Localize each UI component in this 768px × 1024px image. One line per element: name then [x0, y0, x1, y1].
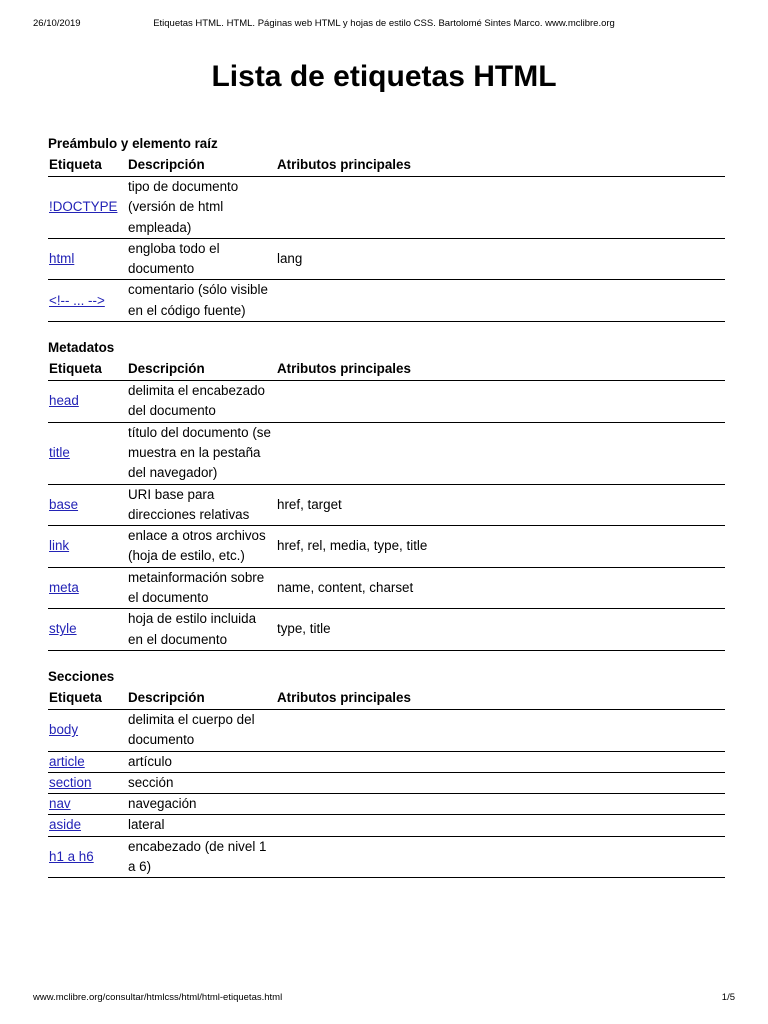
- description-cell: delimita el cuerpo del documento: [127, 709, 276, 751]
- table-row: [48, 177, 725, 239]
- description-cell: enlace a otros archivos (hoja de estilo, etc.): [127, 526, 276, 568]
- tag-cell: [48, 422, 127, 484]
- column-header-tag: Etiqueta: [48, 687, 127, 710]
- description-cell: título del documento (se muestra en la pestaña del navegador): [127, 422, 276, 484]
- table-row: [48, 526, 725, 568]
- attributes-cell: [276, 751, 725, 772]
- description-cell: hoja de estilo incluida en el documento: [127, 609, 276, 651]
- table-caption: Metadatos: [48, 340, 115, 356]
- attributes-cell: href, target: [276, 484, 725, 526]
- table-row: [48, 238, 725, 280]
- tags-table-metadata: [48, 338, 725, 651]
- description-cell: delimita el encabezado del documento: [127, 381, 276, 423]
- column-header-description: Descripción: [127, 154, 276, 177]
- table-row: [48, 381, 725, 423]
- tag-cell: [48, 177, 127, 239]
- tag-cell: [48, 609, 127, 651]
- description-cell: lateral: [127, 815, 276, 836]
- tag-cell: [48, 484, 127, 526]
- attributes-cell: name, content, charset: [276, 567, 725, 609]
- column-header-tag: Etiqueta: [48, 358, 127, 381]
- tag-link[interactable]: head: [49, 393, 79, 409]
- tag-cell: [48, 772, 127, 793]
- tag-link[interactable]: !DOCTYPE: [49, 199, 118, 215]
- attributes-cell: [276, 381, 725, 423]
- description-cell: navegación: [127, 794, 276, 815]
- tag-link[interactable]: title: [49, 444, 70, 460]
- column-header-description: Descripción: [127, 358, 276, 381]
- tag-cell: [48, 815, 127, 836]
- description-cell: sección: [127, 772, 276, 793]
- tag-cell: [48, 794, 127, 815]
- tag-cell: [48, 238, 127, 280]
- table-row: [48, 751, 725, 772]
- tag-link[interactable]: <!-- ... -->: [49, 292, 105, 308]
- table-header-row: [48, 687, 725, 710]
- attributes-cell: [276, 815, 725, 836]
- table-row: [48, 609, 725, 651]
- tag-link[interactable]: section: [49, 774, 92, 790]
- table-header-row: [48, 154, 725, 177]
- tag-link[interactable]: style: [49, 621, 77, 637]
- table-row: [48, 280, 725, 322]
- attributes-cell: [276, 772, 725, 793]
- print-date: 26/10/2019: [33, 18, 81, 29]
- tag-cell: [48, 836, 127, 878]
- tag-cell: [48, 526, 127, 568]
- tag-link[interactable]: body: [49, 722, 79, 738]
- description-cell: metainformación sobre el documento: [127, 567, 276, 609]
- attributes-cell: [276, 836, 725, 878]
- table-row: [48, 567, 725, 609]
- footer-url: www.mclibre.org/consultar/htmlcss/html/html-etiquetas.html: [33, 992, 283, 1003]
- table-caption: Preámbulo y elemento raíz: [48, 136, 218, 151]
- page-title: Lista de etiquetas HTML: [211, 60, 557, 93]
- attributes-cell: [276, 177, 725, 239]
- tag-cell: [48, 280, 127, 322]
- tags-table-preamble: [48, 134, 725, 322]
- description-cell: artículo: [127, 751, 276, 772]
- column-header-attributes: Atributos principales: [276, 154, 725, 177]
- column-header-description: Descripción: [127, 687, 276, 710]
- content: [48, 134, 725, 894]
- description-cell: URI base para direcciones relativas: [127, 484, 276, 526]
- tag-link[interactable]: base: [49, 496, 79, 512]
- column-header-attributes: Atributos principales: [276, 358, 725, 381]
- table-caption: Secciones: [48, 668, 115, 684]
- attributes-cell: lang: [276, 238, 725, 280]
- attributes-cell: href, rel, media, type, title: [276, 526, 725, 568]
- attributes-cell: type, title: [276, 609, 725, 651]
- tag-cell: [48, 751, 127, 772]
- tag-cell: [48, 709, 127, 751]
- tags-table-sections: [48, 667, 725, 878]
- table-row: [48, 815, 725, 836]
- tag-link[interactable]: aside: [49, 817, 82, 833]
- column-header-attributes: Atributos principales: [276, 687, 725, 710]
- description-cell: tipo de documento (versión de html empleada): [127, 177, 276, 239]
- tag-link[interactable]: nav: [49, 796, 71, 812]
- tag-link[interactable]: link: [49, 538, 70, 554]
- attributes-cell: [276, 794, 725, 815]
- table-row: [48, 484, 725, 526]
- column-header-tag: Etiqueta: [48, 154, 127, 177]
- table-row: [48, 772, 725, 793]
- print-title: Etiquetas HTML. HTML. Páginas web HTML y hojas de estilo CSS. Bartolomé Sintes Marco. www.mclibre.org: [153, 18, 615, 29]
- table-row: [48, 709, 725, 751]
- attributes-cell: [276, 709, 725, 751]
- table-header-row: [48, 358, 725, 381]
- tag-cell: [48, 381, 127, 423]
- tag-link[interactable]: article: [49, 753, 85, 769]
- tag-link[interactable]: meta: [49, 579, 79, 595]
- attributes-cell: [276, 280, 725, 322]
- table-row: [48, 836, 725, 878]
- tag-cell: [48, 567, 127, 609]
- description-cell: engloba todo el documento: [127, 238, 276, 280]
- description-cell: encabezado (de nivel 1 a 6): [127, 836, 276, 878]
- tag-link[interactable]: h1 a h6: [49, 848, 94, 864]
- table-row: [48, 422, 725, 484]
- description-cell: comentario (sólo visible en el código fuente): [127, 280, 276, 322]
- attributes-cell: [276, 422, 725, 484]
- page-number: 1/5: [721, 992, 735, 1003]
- table-row: [48, 794, 725, 815]
- tag-link[interactable]: html: [49, 251, 75, 267]
